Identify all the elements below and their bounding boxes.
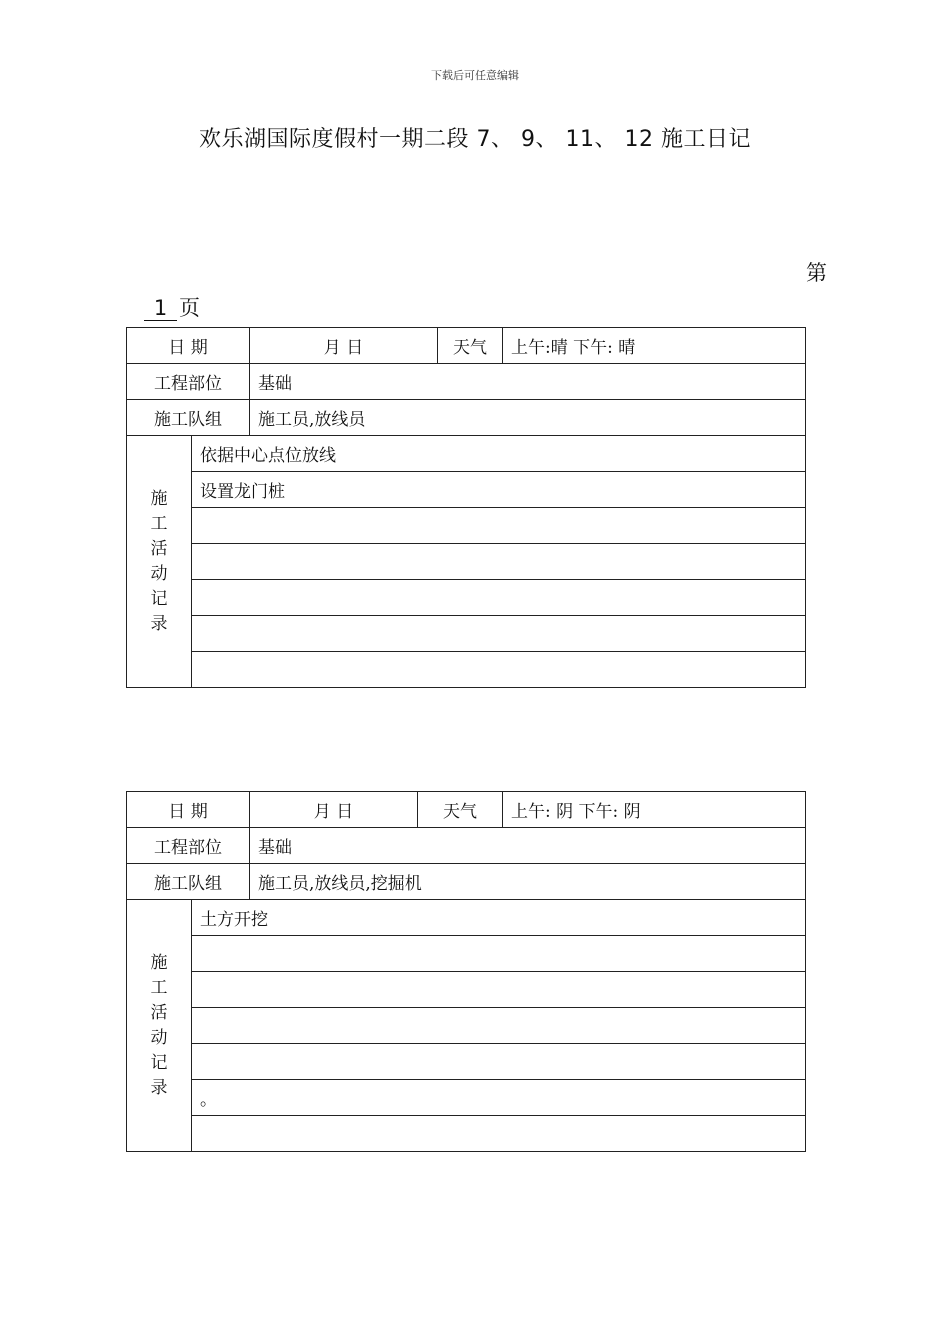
activity-row — [127, 652, 806, 688]
header-note: 下载后可任意编辑 — [431, 69, 519, 82]
activity-row — [127, 616, 806, 652]
date-row — [127, 328, 806, 364]
team-value: 施工员,放线员,挖掘机 — [250, 864, 806, 900]
page-suffix: 页 — [179, 296, 200, 320]
weather-value: 上午:晴 下午: 晴 — [503, 328, 806, 364]
date-label: 日 期 — [127, 328, 250, 364]
activity-row — [127, 436, 806, 472]
weather-label: 天气 — [418, 792, 503, 828]
page-indicator — [144, 292, 200, 322]
date-label: 日 期 — [127, 792, 250, 828]
activity-label: 施工活动记录 — [150, 488, 168, 634]
document-title: 欢乐湖国际度假村一期二段 7、 9、 11、 12 施工日记 — [199, 127, 751, 152]
activity-row — [127, 544, 806, 580]
date-row — [127, 792, 806, 828]
activity-line — [192, 1044, 806, 1080]
activity-line — [192, 580, 806, 616]
activity-line: 依据中心点位放线 — [192, 436, 806, 472]
team-label: 施工队组 — [127, 864, 250, 900]
date-value: 月 日 — [250, 792, 418, 828]
team-row — [127, 400, 806, 436]
activity-label-cell — [127, 436, 192, 688]
activity-line: 土方开挖 — [192, 900, 806, 936]
team-label: 施工队组 — [127, 400, 250, 436]
activity-row — [127, 1008, 806, 1044]
location-label: 工程部位 — [127, 364, 250, 400]
activity-label: 施工活动记录 — [150, 952, 168, 1098]
location-row — [127, 828, 806, 864]
activity-line — [192, 972, 806, 1008]
activity-row — [127, 580, 806, 616]
team-row — [127, 864, 806, 900]
activity-line: 。 — [192, 1080, 806, 1116]
activity-row — [127, 472, 806, 508]
activity-line — [192, 1008, 806, 1044]
activity-label-cell — [127, 900, 192, 1152]
activity-row — [127, 972, 806, 1008]
activity-row — [127, 1080, 806, 1116]
activity-line — [192, 1116, 806, 1152]
date-value: 月 日 — [250, 328, 438, 364]
activity-row — [127, 1116, 806, 1152]
activity-row — [127, 900, 806, 936]
activity-row — [127, 936, 806, 972]
location-value: 基础 — [250, 364, 806, 400]
location-value: 基础 — [250, 828, 806, 864]
weather-label: 天气 — [438, 328, 503, 364]
activity-line — [192, 652, 806, 688]
page-prefix: 第 — [806, 261, 827, 285]
activity-line — [192, 508, 806, 544]
location-label: 工程部位 — [127, 828, 250, 864]
activity-row — [127, 1044, 806, 1080]
activity-line — [192, 936, 806, 972]
activity-line — [192, 616, 806, 652]
diary-entry-table — [126, 327, 806, 688]
weather-value: 上午: 阴 下午: 阴 — [503, 792, 806, 828]
diary-entry-table — [126, 791, 806, 1152]
activity-line — [192, 544, 806, 580]
team-value: 施工员,放线员 — [250, 400, 806, 436]
page-number: 1 — [144, 296, 177, 321]
location-row — [127, 364, 806, 400]
activity-row — [127, 508, 806, 544]
activity-line: 设置龙门桩 — [192, 472, 806, 508]
